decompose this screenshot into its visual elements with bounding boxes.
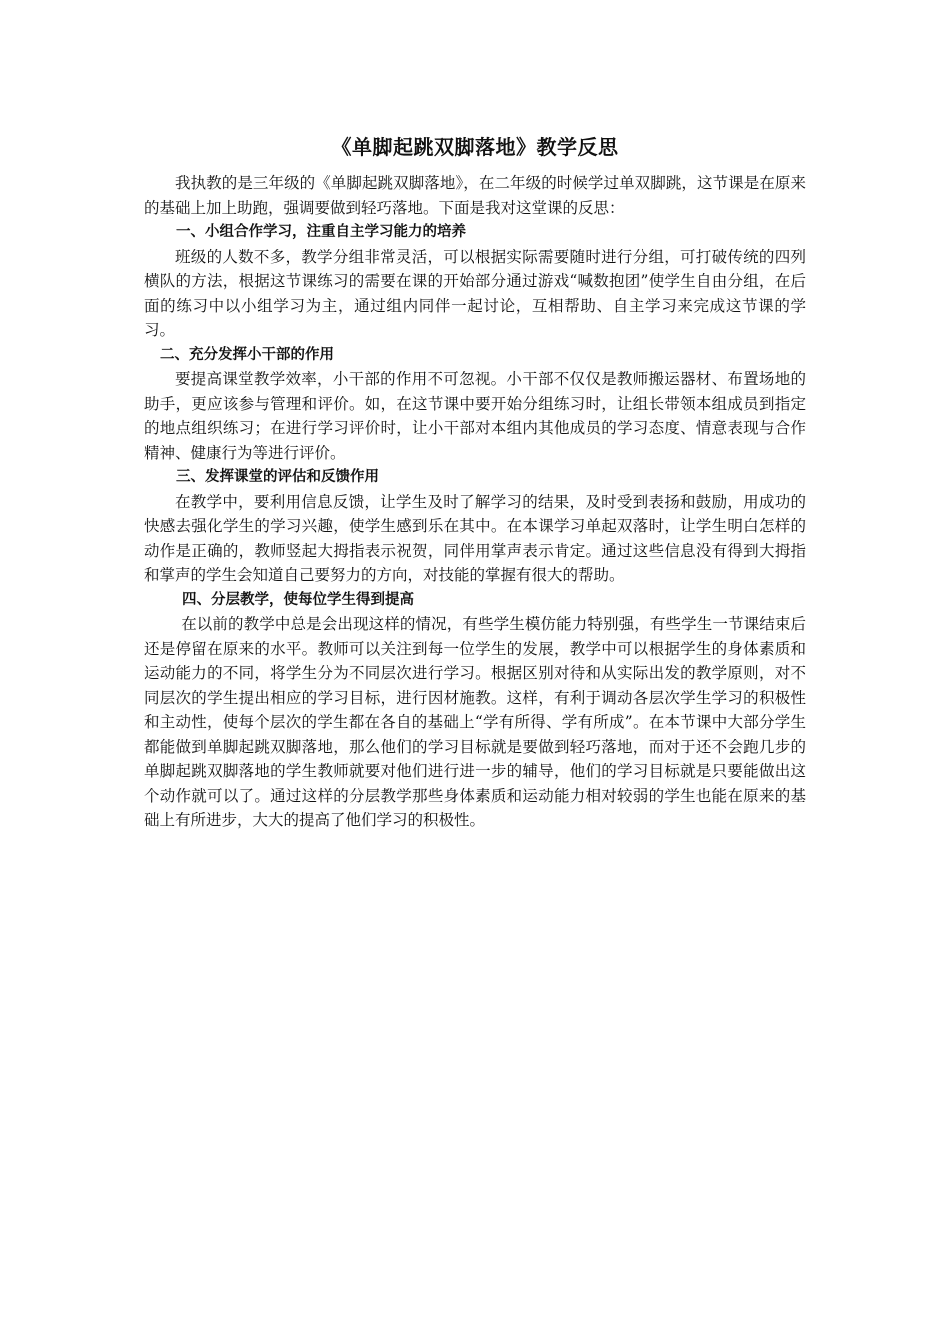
section-2-heading: 二、充分发挥小干部的作用 [160,346,334,363]
section-2-paragraph: 要提高课堂教学效率，小干部的作用不可忽视。小干部不仅仅是教师搬运器材、布置场地的助手，更应该参与管理和评价。如，在这节课中要开始分组练习时，让组长带领本组成员到指定的地点组织练习；在进行学习评价时，让小干部对本组内其他成员的学习态度、情意表现与合作精神、健康行为等进行评价。 [144,370,806,462]
intro-paragraph: 我执教的是三年级的《单脚起跳双脚落地》，在二年级的时候学过单双脚跳，这节课是在原来的基础上加上助跑，强调要做到轻巧落地。下面是我对这堂课的反思： [144,174,806,217]
document-body [144,132,806,833]
section-1-paragraph: 班级的人数不多，教学分组非常灵活，可以根据实际需要随时进行分组，可打破传统的四列横队的方法，根据这节课练习的需要在课的开始部分通过游戏“喊数抱团”使学生自由分组，在后面的练习中以小组学习为主，通过组内同伴一起讨论，互相帮助、自主学习来完成这节课的学习。 [144,247,806,339]
section-1-heading: 一、小组合作学习，注重自主学习能力的培养 [176,224,466,240]
section-3-heading: 三、发挥课堂的评估和反馈作用 [176,469,379,485]
section-4-heading: 四、分层教学，使每位学生得到提高 [182,591,414,608]
section-3-paragraph: 在教学中，要利用信息反馈，让学生及时了解学习的结果，及时受到表扬和鼓励，用成功的快感去强化学生的学习兴趣，使学生感到乐在其中。在本课学习单起双落时，让学生明白怎样的动作是正确的，教师竖起大拇指表示祝贺，同伴用掌声表示肯定。通过这些信息没有得到大拇指和掌声的学生会知道自己要努力的方向，对技能的掌握有很大的帮助。 [144,492,806,584]
section-4-paragraph: 在以前的教学中总是会出现这样的情况，有些学生模仿能力特别强，有些学生一节课结束后还是停留在原来的水平。教师可以关注到每一位学生的发展，教学中可以根据学生的身体素质和运动能力的不同，将学生分为不同层次进行学习。根据区别对待和从实际出发的教学原则，对不同层次的学生提出相应的学习目标，进行因材施教。这样，有利于调动各层次学生学习的积极性和主动性，使每个层次的学生都在各自的基础上“学有所得、学有所成”。在本节课中大部分学生都能做到单脚起跳双脚落地，那么他们的学习目标就是要做到轻巧落地，而对于还不会跑几步的单脚起跳双脚落地的学生教师就要对他们进行进一步的辅导，他们的学习目标就是只要能做出这个动作就可以了。通过这样的分层教学那些身体素质和运动能力相对较弱的学生也能在原来的基础上有所进步，大大的提高了他们学习的积极性。 [144,615,806,829]
document-title: 《单脚起跳双脚落地》教学反思 [331,135,619,159]
